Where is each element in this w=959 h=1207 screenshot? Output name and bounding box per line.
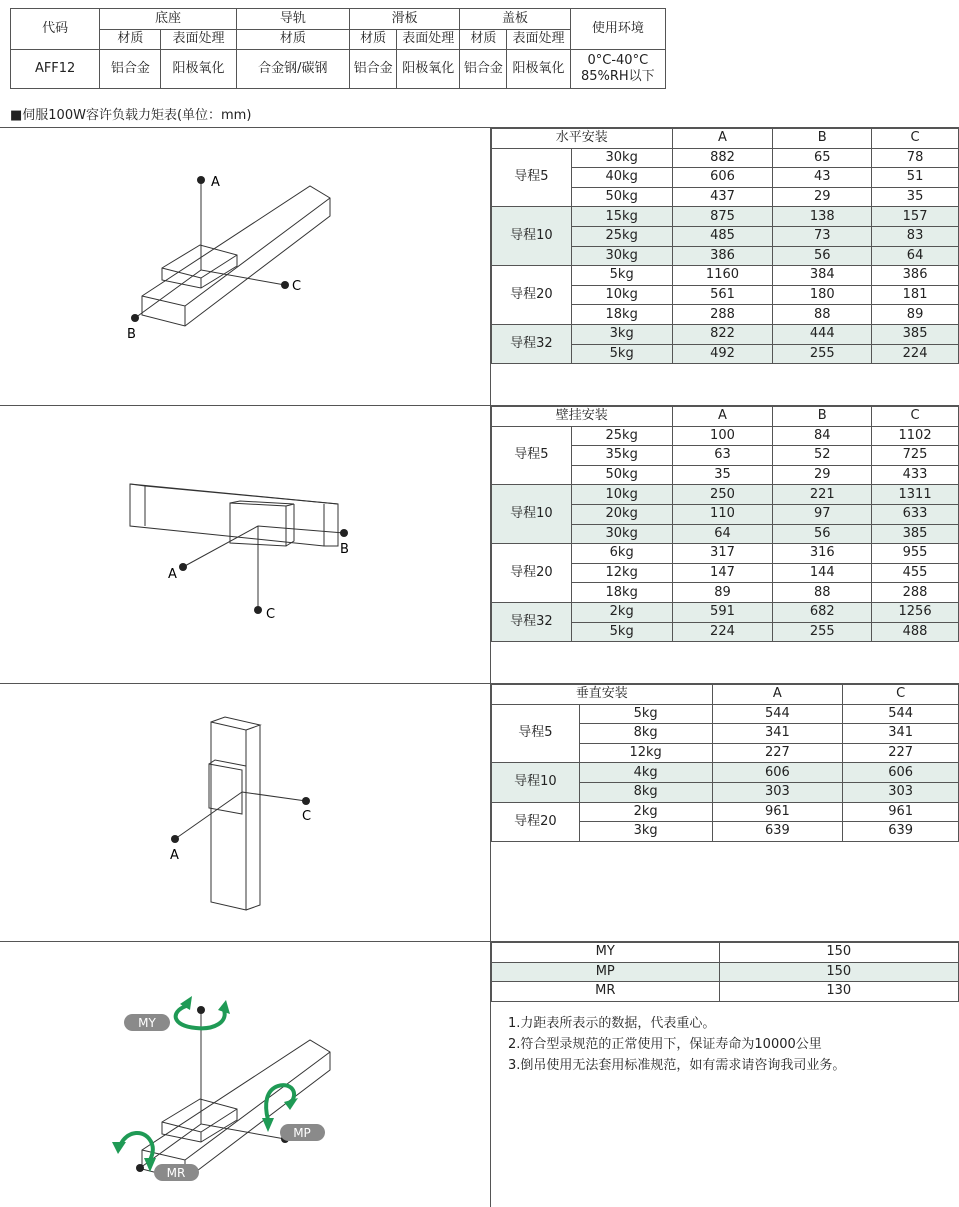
spec-sub-cover-material: 材质: [460, 29, 507, 50]
load-cell: 5kg: [571, 622, 672, 642]
moment-cell: 544: [712, 704, 843, 724]
moment-cell: 83: [872, 226, 959, 246]
spec-code: AFF12: [11, 50, 100, 89]
moment-cell: 633: [872, 504, 959, 524]
lead-label: 导程10: [492, 485, 572, 544]
load-cell: 15kg: [571, 207, 672, 227]
spec-slider-surface: 阳极氧化: [397, 50, 460, 89]
moment-cell: 606: [712, 763, 843, 783]
table-row: [492, 485, 959, 505]
wall-col-c: C: [872, 407, 959, 427]
moment-cell: 606: [672, 168, 773, 188]
moment-cell: 110: [672, 504, 773, 524]
horizontal-col-b: B: [773, 129, 872, 149]
moment-cell: 180: [773, 285, 872, 305]
moment-cell: 35: [672, 465, 773, 485]
load-cell: 12kg: [571, 563, 672, 583]
spec-base-surface: 阳极氧化: [161, 50, 236, 89]
moment-cell: 561: [672, 285, 773, 305]
moment-cell: 317: [672, 544, 773, 564]
spec-sub-cover-surface: 表面处理: [507, 29, 570, 50]
vertical-col-a: A: [712, 685, 843, 705]
moment-cell: 386: [872, 266, 959, 286]
moment-cell: 316: [773, 544, 872, 564]
table-row: [492, 802, 959, 822]
moment-cell: 822: [672, 324, 773, 344]
table-row: [492, 602, 959, 622]
load-cell: 25kg: [571, 226, 672, 246]
lead-label: 导程32: [492, 324, 572, 363]
table-row: [492, 266, 959, 286]
notes: [508, 1013, 845, 1076]
moment-cell: 157: [872, 207, 959, 227]
spec-h-rail: 导轨: [236, 9, 349, 30]
moment-cell: 89: [872, 305, 959, 325]
load-cell: 3kg: [579, 822, 712, 842]
moment-cell: 227: [843, 743, 959, 763]
lead-label: 导程5: [492, 704, 580, 763]
moment-cell: 682: [773, 602, 872, 622]
moment-cell: 88: [773, 305, 872, 325]
moment-cell: 29: [773, 187, 872, 207]
moment-cell: 52: [773, 446, 872, 466]
label-my: MY: [138, 1016, 156, 1030]
lead-label: 导程20: [492, 802, 580, 841]
moment-cell: 51: [872, 168, 959, 188]
moment-cell: 725: [872, 446, 959, 466]
load-cell: 10kg: [571, 285, 672, 305]
vertical-title: 垂直安装: [492, 685, 713, 705]
load-cell: 5kg: [579, 704, 712, 724]
table-row: [492, 544, 959, 564]
table-row: [492, 982, 959, 1002]
table-row: [492, 962, 959, 982]
moment-cell: 64: [672, 524, 773, 544]
spec-env-temp: 0°C-40°C: [587, 53, 649, 68]
moment-cell: 56: [773, 246, 872, 266]
table-row: [492, 943, 959, 963]
spec-h-slider: 滑板: [350, 9, 460, 30]
wall-title: 壁挂安装: [492, 407, 673, 427]
moment-cell: 961: [712, 802, 843, 822]
horizontal-load-table: [491, 128, 959, 364]
spec-sub-slider-material: 材质: [350, 29, 397, 50]
spec-table: [10, 8, 666, 89]
moment-cell: 288: [872, 583, 959, 603]
spec-cover-surface: 阳极氧化: [507, 50, 570, 89]
moment-cell: 84: [773, 426, 872, 446]
load-cell: 18kg: [571, 305, 672, 325]
moment-cell: 384: [773, 266, 872, 286]
moment-name: MP: [492, 962, 720, 982]
moment-cell: 591: [672, 602, 773, 622]
moment-cell: 386: [672, 246, 773, 266]
label-a: A: [211, 175, 220, 190]
horizontal-title: 水平安装: [492, 129, 673, 149]
spec-sub-rail-material: 材质: [236, 29, 349, 50]
moment-cell: 1311: [872, 485, 959, 505]
moment-cell: 255: [773, 344, 872, 364]
label-c: C: [292, 279, 302, 294]
load-cell: 2kg: [571, 602, 672, 622]
moment-cell: 64: [872, 246, 959, 266]
moment-value: 150: [719, 943, 959, 963]
load-cell: 30kg: [571, 148, 672, 168]
label-b: B: [127, 327, 136, 342]
label-mr: MR: [166, 1166, 186, 1180]
moment-cell: 455: [872, 563, 959, 583]
moment-cell: 56: [773, 524, 872, 544]
moment-cell: 492: [672, 344, 773, 364]
moment-cell: 65: [773, 148, 872, 168]
table-row: [492, 148, 959, 168]
load-cell: 4kg: [579, 763, 712, 783]
load-cell: 40kg: [571, 168, 672, 188]
moment-cell: 385: [872, 324, 959, 344]
moment-cell: 955: [872, 544, 959, 564]
moment-cell: 341: [712, 724, 843, 744]
spec-cover-material: 铝合金: [460, 50, 507, 89]
spec-base-material: 铝合金: [100, 50, 161, 89]
load-cell: 8kg: [579, 724, 712, 744]
moment-cell: 639: [843, 822, 959, 842]
spec-env-humidity: 85%RH以下: [580, 69, 655, 84]
moment-cell: 961: [843, 802, 959, 822]
load-cell: 18kg: [571, 583, 672, 603]
moment-cell: 488: [872, 622, 959, 642]
moment-cell: 29: [773, 465, 872, 485]
label-b: B: [340, 542, 349, 557]
horizontal-diagram: [0, 128, 490, 405]
lead-label: 导程5: [492, 148, 572, 207]
wall-col-a: A: [672, 407, 773, 427]
horizontal-col-c: C: [872, 129, 959, 149]
lead-label: 导程20: [492, 544, 572, 603]
note-3: 3.倒吊使用无法套用标准规范，如有需求请咨询我司业务。: [508, 1058, 846, 1073]
spec-sub-base-material: 材质: [100, 29, 161, 50]
wall-col-b: B: [773, 407, 872, 427]
table-row: [492, 207, 959, 227]
moment-cell: 89: [672, 583, 773, 603]
moment-cell: 485: [672, 226, 773, 246]
moment-cell: 78: [872, 148, 959, 168]
spec-sub-slider-surface: 表面处理: [397, 29, 460, 50]
moment-cell: 97: [773, 504, 872, 524]
lead-label: 导程10: [492, 207, 572, 266]
moment-cell: 437: [672, 187, 773, 207]
moment-cell: 43: [773, 168, 872, 188]
lead-label: 导程20: [492, 266, 572, 325]
load-cell: 2kg: [579, 802, 712, 822]
moment-cell: 606: [843, 763, 959, 783]
horizontal-col-a: A: [672, 129, 773, 149]
moment-cell: 882: [672, 148, 773, 168]
spec-h-env: 使用环境: [570, 9, 665, 50]
moment-cell: 303: [712, 782, 843, 802]
load-cell: 3kg: [571, 324, 672, 344]
moment-cell: 221: [773, 485, 872, 505]
load-cell: 30kg: [571, 246, 672, 266]
moment-cell: 88: [773, 583, 872, 603]
moment-name: MY: [492, 943, 720, 963]
load-cell: 5kg: [571, 266, 672, 286]
moment-cell: 73: [773, 226, 872, 246]
moment-cell: 288: [672, 305, 773, 325]
moment-cell: 144: [773, 563, 872, 583]
moment-cell: 138: [773, 207, 872, 227]
spec-slider-material: 铝合金: [350, 50, 397, 89]
load-cell: 35kg: [571, 446, 672, 466]
moment-cell: 341: [843, 724, 959, 744]
lead-label: 导程5: [492, 426, 572, 485]
table-row: [492, 426, 959, 446]
wall-diagram: [0, 406, 490, 683]
load-cell: 25kg: [571, 426, 672, 446]
moment-value: 150: [719, 962, 959, 982]
label-a: A: [168, 567, 177, 582]
load-cell: 8kg: [579, 782, 712, 802]
spec-h-cover: 盖板: [460, 9, 570, 30]
note-1: 1.力距表所表示的数据，代表重心。: [508, 1016, 716, 1031]
moment-cell: 181: [872, 285, 959, 305]
vertical-col-c: C: [843, 685, 959, 705]
moment-cell: 444: [773, 324, 872, 344]
moment-cell: 63: [672, 446, 773, 466]
spec-h-code: 代码: [11, 9, 100, 50]
table-row: [492, 763, 959, 783]
moment-cell: 147: [672, 563, 773, 583]
spec-h-base: 底座: [100, 9, 236, 30]
label-a: A: [170, 848, 179, 863]
moment-cell: 385: [872, 524, 959, 544]
load-cell: 5kg: [571, 344, 672, 364]
note-2: 2.符合型录规范的正常使用下，保证寿命为10000公里: [508, 1037, 822, 1052]
moment-cell: 1102: [872, 426, 959, 446]
lead-label: 导程10: [492, 763, 580, 802]
moment-diagram: [0, 942, 490, 1207]
wall-load-table: [491, 406, 959, 642]
label-mp: MP: [293, 1126, 311, 1140]
moment-cell: 875: [672, 207, 773, 227]
load-cell: 6kg: [571, 544, 672, 564]
moment-cell: 639: [712, 822, 843, 842]
lead-label: 导程32: [492, 602, 572, 641]
load-cell: 12kg: [579, 743, 712, 763]
vertical-diagram: [0, 684, 490, 941]
table-row: [492, 704, 959, 724]
load-cell: 50kg: [571, 187, 672, 207]
moment-cell: 255: [773, 622, 872, 642]
moment-value: 130: [719, 982, 959, 1002]
moment-table: [491, 942, 959, 1002]
load-cell: 30kg: [571, 524, 672, 544]
moment-cell: 544: [843, 704, 959, 724]
load-cell: 10kg: [571, 485, 672, 505]
label-c: C: [302, 809, 312, 824]
spec-env: [570, 50, 665, 89]
load-cell: 20kg: [571, 504, 672, 524]
spec-rail-material: 合金钢/碳钢: [236, 50, 349, 89]
moment-cell: 433: [872, 465, 959, 485]
spec-sub-base-surface: 表面处理: [161, 29, 236, 50]
table-row: [492, 324, 959, 344]
moment-cell: 1160: [672, 266, 773, 286]
moment-cell: 224: [672, 622, 773, 642]
moment-cell: 1256: [872, 602, 959, 622]
moment-cell: 303: [843, 782, 959, 802]
moment-name: MR: [492, 982, 720, 1002]
moment-cell: 250: [672, 485, 773, 505]
label-c: C: [266, 607, 276, 622]
moment-cell: 100: [672, 426, 773, 446]
moment-cell: 224: [872, 344, 959, 364]
moment-cell: 35: [872, 187, 959, 207]
moment-cell: 227: [712, 743, 843, 763]
load-cell: 50kg: [571, 465, 672, 485]
section-heading: ■伺服100W容许负载力矩表(单位：mm): [10, 108, 252, 123]
vertical-load-table: [491, 684, 959, 842]
